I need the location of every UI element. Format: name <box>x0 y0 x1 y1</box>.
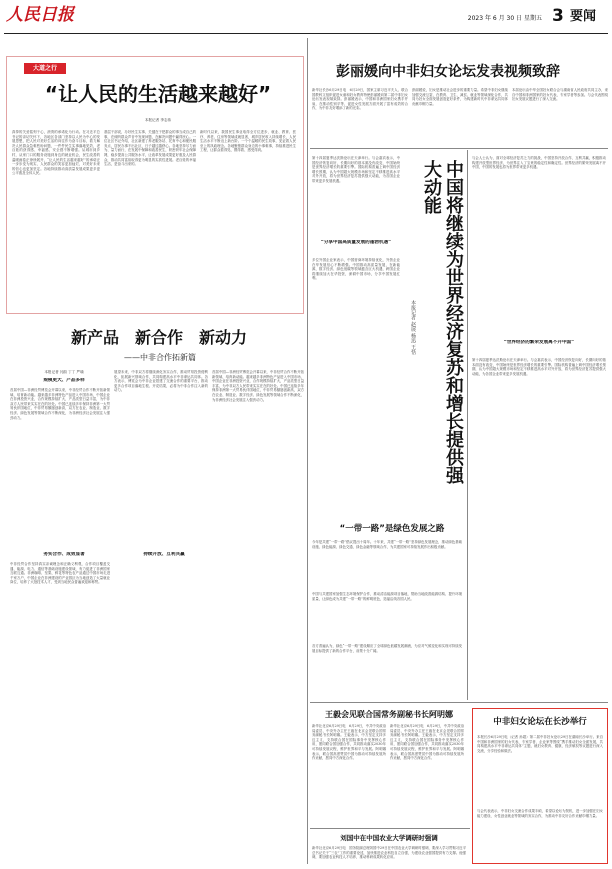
subheadline: ——中非合作拓新篇 <box>124 353 196 362</box>
issue-date <box>442 14 542 24</box>
page-number: 3 <box>552 6 564 26</box>
date-text: 2023 年 6 月 30 日 <box>467 15 523 22</box>
headline: 彭丽媛向中非妇女论坛发表视频致辞 <box>336 64 560 80</box>
byline: 本报记者 李志伟 <box>144 118 172 122</box>
masthead-rule <box>4 33 608 34</box>
article-body: 第十四届夏季达沃斯论坛在天津举行。与会嘉宾表示，中国经济恢复向好，长期向好的基本面没有改变，中国始终是世界经济增长的重要引擎。国际机构普遍上调中国经济增长预期，认为中国超大规模市场和坚定不移推进高水平对外开放，将为世界经济复苏提供强大动能，为各国企业带来更多发展机遇。 <box>472 358 606 376</box>
byline: 本报记者 闫韵 丁丁 严瑜 <box>44 370 84 374</box>
headline: 中非妇女论坛在长沙举行 <box>493 717 587 727</box>
article-body: 新时代以来，我国民生事业取得全方位进步，就业、教育、医疗、养老、住房等领域成就显著，城乡居民收入持续增长，人民生活水平不断迈上新台阶。一个个温暖的民生故事，见证着人民至上的执政理念。各地聚焦群众身边的小事难事，持续推进民生工程，让群众看得见、摸得着、感受得到。 <box>200 130 296 153</box>
headline: 新产品 新合作 新动力 <box>70 328 247 347</box>
section-rule <box>310 702 608 703</box>
article-body: 与会人士认为，面对全球经济复苏乏力的挑战，中国坚持开放合作、互利共赢，积极推动构建开放型世界经济，为世界注入了宝贵的稳定性和确定性。世界经济的繁荣发展离不开中国，中国的发展也将为世界带来更多机遇。 <box>472 156 606 170</box>
section-rule <box>310 828 470 829</box>
column-divider <box>467 150 468 700</box>
weekday-text: 星期五 <box>523 15 542 22</box>
article-body: 多位外国企业家表示，中国营商环境持续优化，外资企业在华发展信心不断增强。中国推动高质量发展，在新能源、数字经济、绿色低碳等领域蕴含巨大机遇，跨国企业将继续加大在华投资，深耕中国市场，分享中国发展红利。 <box>312 258 400 281</box>
article-body: 新华社北京6月29日电 6月29日，中共中央政治局委员、中央外办主任王毅在北京会见联合国常务副秘书长阿明娜。王毅表示，中方坚定支持多边主义，支持联合国在国际事务中发挥核心作用，愿同联合国加强合作，共同推动落实2030年可持续发展议程，维护世界和平与发展。阿明娜表示，联合国高度赞赏中国为推动可持续发展所作贡献，愿同中方深化合作。 <box>312 724 386 761</box>
vertical-headline: 中国将继续为世界经济复苏和增长提供强大动能 <box>421 160 464 484</box>
page-section-name: 要闻 <box>570 9 597 24</box>
article-body: 彭丽媛说，妇女是推动社会进步的重要力量。希望中非妇女继续加强交流互鉴，在教育、卫生、减贫、就业等领域深化合作，共同为妇女全面发展创造更好条件，为构建新时代中非命运共同体贡献巾帼力量。 <box>412 88 508 106</box>
highlighted-article <box>472 708 608 864</box>
article-body: 第十四届夏季达沃斯论坛在天津举行。与会嘉宾表示，中国经济恢复向好，长期向好的基本面没有改变，中国始终是世界经济增长的重要引擎。国际机构普遍上调中国经济增长预期，认为中国超大规模市场和坚定不移推进高水平对外开放，将为世界经济复苏提供强大动能，为各国企业带来更多发展机遇。 <box>312 156 400 183</box>
article-body: 首届中国—非洲经贸博览会开幕以来，中非经贸合作不断开拓新领域、培育新动能。越来越多非洲特色产品进入中国市场，中国企业在非洲投资兴业，合作规模持续扩大，产品类型日益丰富，为中非双方人民带来实实在在的好处。中国已连续多年保持非洲第一大贸易伙伴国地位，中非贸易额屡创新高，双方在农业、制造业、数字经济、绿色发展等领域合作不断深化，为非洲经济社会发展注入强劲动力。 <box>212 370 304 402</box>
article-body: 与会代表表示，中非妇女交流合作成果丰硕，希望以论坛为契机，进一步加强在妇女能力建设、女性创业就业等领域的务实合作，为推动中非友好合作贡献巾帼力量。 <box>477 809 603 818</box>
vertical-byline: 本报记者 赵展 杨迅 王恬 <box>410 300 416 355</box>
article-body: 基层干部说，办好民生实事，关键在于把群众的事当成自己的事，在倾听群众声音中发现问题，在解决问题中赢得民心。一位社区书记介绍，社区新建了养老服务站、托育中心和便民服务点，居民办事不出社区，日子越过越舒心。各地坚持尽力而为、量力而行，在发展中保障和改善民生，织密织牢社会保障网，稳步提高公共服务水平，让改革发展成果更好惠及人民群众，推动共同富裕取得更为明显的实质性进展。老百姓的幸福生活，是奋斗出来的。 <box>104 130 196 167</box>
article-body: 今年是共建“一带一路”倡议提出十周年。十年来，共建“一带一路”坚持绿色发展理念，推动绿色基础设施、绿色能源、绿色交通、绿色金融等领域合作，为共建国家可持续发展作出积极贡献。 <box>312 540 462 549</box>
section-subhead: “分享中国高质量发展的蓬勃机遇” <box>320 240 392 245</box>
article-body: 首届中国—非洲经贸博览会开幕以来，中非经贸合作不断开拓新领域、培育新动能。越来越多非洲特色产品进入中国市场，中国企业在非洲投资兴业，合作规模持续扩大，产品类型日益丰富，为中非双方人民带来实实在在的好处。中国已连续多年保持非洲第一大贸易伙伴国地位，中非贸易额屡创新高，双方在农业、制造业、数字经济、绿色发展等领域合作不断深化，为非洲经济社会发展注入强劲动力。 <box>10 388 110 420</box>
article-body: 展望未来，中非双方将继续深化务实合作，推动贸易投资便利化，拓展新兴领域合作，共同构建高水平中非命运共同体。各方表示，博览会为中非企业搭建了交流合作的重要平台，推动更多合作项目落地生根、开花结果，必将为中非合作注入新的动力。 <box>114 370 208 393</box>
masthead <box>0 0 612 36</box>
section-rule <box>310 148 608 149</box>
headline: 王毅会见联合国常务副秘书长阿明娜 <box>325 710 453 719</box>
column-divider <box>307 38 308 864</box>
article-body: 新华社北京6月29日电 国务院副总理刘国中29日在中国农业大学调研时强调，要深入学习贯彻习近平总书记关于“三农”工作的重要论述，加快推进农业科技自立自强，为建设农业强国提供有力支撑。他强调，要加强农业科技人才培养，推动科研成果转化应用。 <box>312 846 466 860</box>
newspaper-logo: 人民日报 <box>6 5 74 25</box>
article-body: 各方普遍认为，绿色“一带一路”建设顺应了全球绿色低碳发展潮流，为应对气候变化和实现可持续发展目标提供了新的合作平台，前景十分广阔。 <box>312 644 462 653</box>
headline: 刘国中在中国农业大学调研时强调 <box>340 834 438 842</box>
section-subhead: 持续开放、互利共赢 <box>143 552 185 557</box>
section-subhead: 务实合作、成效显著 <box>43 552 85 557</box>
article-body: 本报长沙6月29日电（记者 孙超）第二届中非妇女论坛29日在湖南长沙举行。来自中国和非洲国家的妇女代表、专家学者、企业家等围绕“携手推动妇女全面发展，共同构建高水平中非命运共同体”主题，就妇女教育、健康、经济赋权等议题进行深入交流，分享经验和做法。 <box>477 735 603 753</box>
article-body: 新华社长沙6月29日电 6月29日，国家主席习近平夫人、联合国教科文组织促进女童和妇女教育特使彭丽媛向第二届中非妇女论坛发表视频致辞。彭丽媛表示，中国和非洲国家妇女携手并肩，在推动性别平等、促进女性发展方面开展了富有成效的合作，为中非友好增添了新的光彩。 <box>312 88 408 111</box>
headline: “一带一路”是绿色发展之路 <box>339 524 445 534</box>
article-body: 新华社北京6月29日电 6月29日，中共中央政治局委员、中央外办主任王毅在北京会见联合国常务副秘书长阿明娜。王毅表示，中方坚定支持多边主义，支持联合国在国际事务中发挥核心作用，愿同联合国加强合作，共同推动落实2030年可持续发展议程，维护世界和平与发展。阿明娜表示，联合国高度赞赏中国为推动可持续发展所作贡献，愿同中方深化合作。 <box>390 724 464 761</box>
article-body: 本届论坛由中华全国妇女联合会与湖南省人民政府共同主办，来自中国和非洲国家的妇女代表、专家学者等参加。与会代表围绕妇女发展议题进行了深入交流。 <box>512 88 608 102</box>
feature-frame <box>6 56 304 314</box>
section-subhead: 规模更大、产品多样 <box>43 378 85 383</box>
article-body: 中国与共建国家加强生态环境保护合作，推动清洁能源项目落地，帮助当地改善能源结构、提升环境质量，让绿色成为共建“一带一路”的鲜明底色，造福沿线各国人民。 <box>312 592 462 601</box>
article-body: 中非经贸合作坚持真实亲诚理念和正确义利观，合作项目覆盖交通、能源、电力、通信等基础设施建设领域，有力促进了非洲国家互联互通。非洲咖啡、坚果、鲜花等特色农产品通过中国市场走进千家万户，中国企业在非洲建设的产业园区为当地创造了大量就业岗位，培养了大批技术人才，受到当地民众普遍欢迎和称赞。 <box>10 562 110 585</box>
section-subhead: “世界经济的繁荣发展离不开中国” <box>503 340 575 345</box>
section-tag: 大道之行 <box>24 63 66 74</box>
article-body: 真挚的关爱铭刻于心，滚烫的承诺化为行动。在习近平总书记的亲切关怀下，各地区各部门坚持以人民为中心的发展思想，把人民对美好生活的向往作为奋斗目标，着力解决人民群众急难愁盼问题，一件件民生实事落地见效，老百姓的获得感、幸福感、安全感不断增强。从城市到乡村，从家门口的服务设施到身边的就业机会，民生改善的温暖画卷正徐徐展开，“让人民的生活越来越好”的承诺正一步步变为现实，人民群众的笑容更加灿烂，对美好未来的信心也更加坚定。各地持续推动高质量发展成果更多更公平惠及全体人民。 <box>12 130 100 176</box>
headline: “让人民的生活越来越好” <box>44 82 272 106</box>
